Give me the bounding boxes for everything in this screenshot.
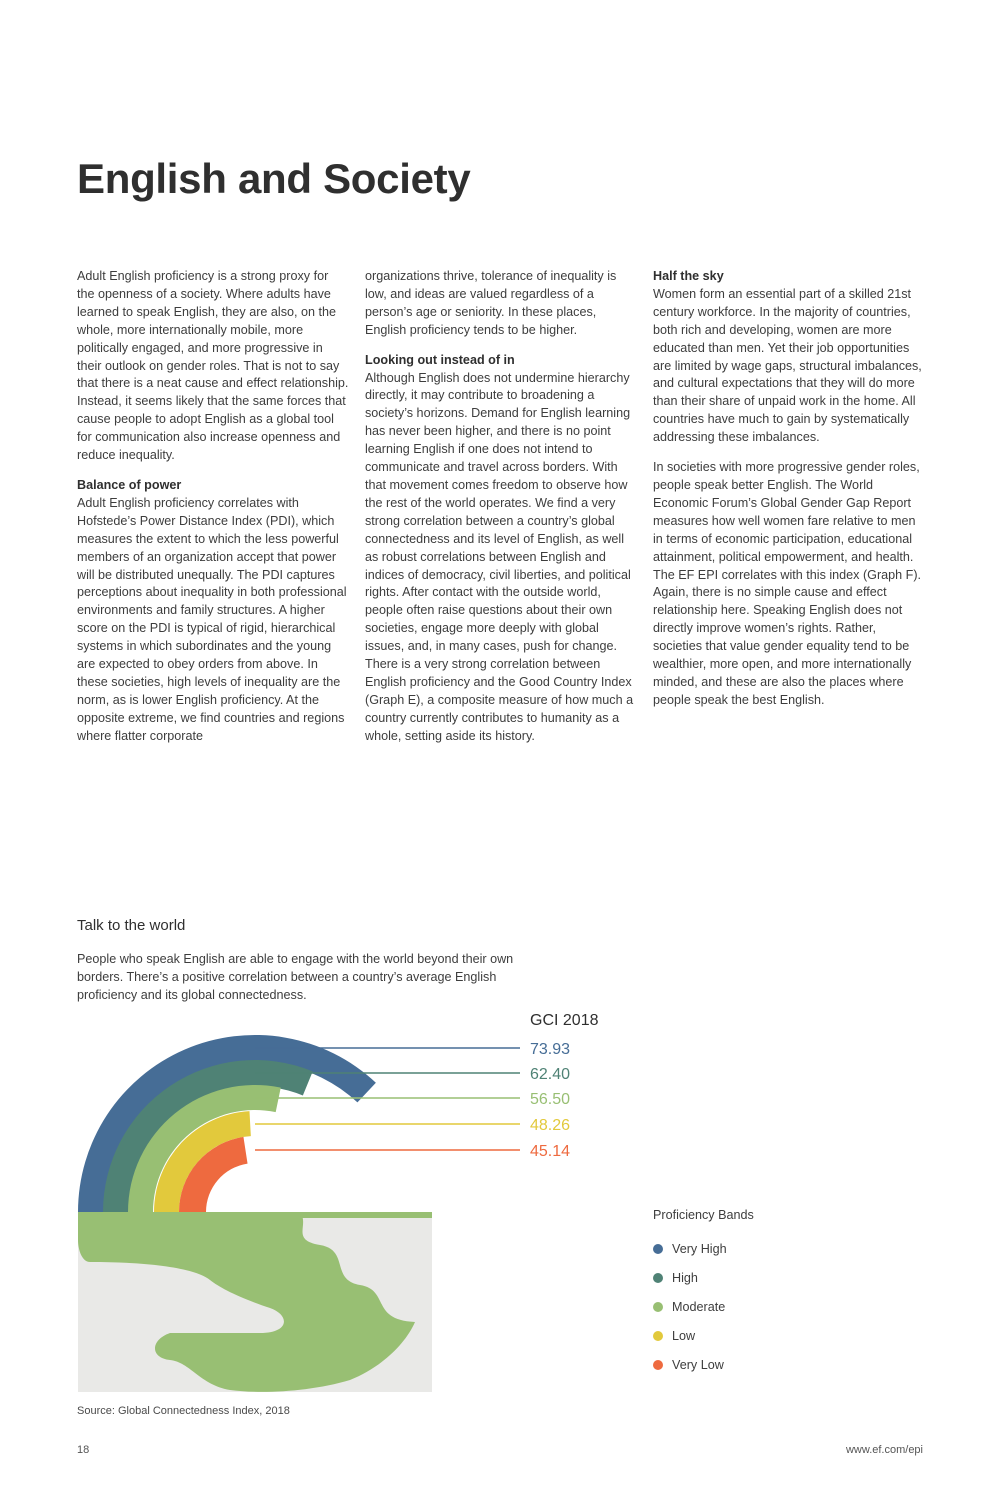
globe-illustration [78, 1212, 432, 1392]
value-label-low: 48.26 [530, 1117, 571, 1134]
legend-swatch [653, 1244, 663, 1254]
legend-swatch [653, 1302, 663, 1312]
page-number: 18 [77, 1444, 90, 1456]
paragraph: Adult English proficiency correlates with Hofstede’s Power Distance Index (PDI), which measures the extent to which the less powerful members of an organization accept that power will be distributed unequally. The PDI captures perceptions about inequality in both professional environments and family structures. A higher score on the PDI is typical of rigid, hierarchical systems in which subordinates and the young are expected to obey orders from above. In these societies, high levels of inequality are the norm, as is lower English proficiency. At the opposite extreme, we find countries and regions where flatter corporate [77, 495, 347, 743]
legend-label: Very High [672, 1242, 727, 1257]
legend-label: Low [672, 1328, 696, 1343]
legend-label: High [672, 1271, 698, 1286]
legend-swatch [653, 1273, 663, 1283]
text-column-3 [653, 268, 925, 722]
footer-url: www.ef.com/epi [845, 1444, 923, 1456]
globe-land-strip [78, 1212, 432, 1218]
value-header-label: GCI 2018 [530, 1012, 599, 1029]
paragraph: Although English does not undermine hierarchy directly, it may contribute to broadening a society’s horizons. Demand for English learning has never been higher, and there is no point learning English if one does not intend to communicate and travel across borders. With that movement comes freedom to observe how the rest of the world operates. We find a very strong correlation between a country’s global connectedness and its level of English, as well as robust correlations between English and indices of democracy, civil liberties, and political rights. After contact with the outside world, people often raise questions about their own societies, engage more deeply with global issues, and, in many cases, push for change. There is a very strong correlation between English proficiency and the Good Country Index (Graph E), a composite measure of how much a country currently contributes to humanity as a whole, setting aside its history. [365, 370, 634, 743]
legend-label: Very Low [672, 1357, 724, 1372]
gci-radial-chart [0, 1000, 999, 1400]
section-heading: Balance of power [77, 477, 182, 492]
paragraph: Women form an essential part of a skilled 21st century workforce. In the majority of countries, both rich and developing, women are more educated than men. Yet their job opportunities are limited by wage gaps, structural imbalances, and cultural expectations that they will do more than their share of unpaid work in the home. All countries have much to gain by systematically addressing these imbalances. [653, 286, 922, 445]
chart-title: Talk to the world [77, 917, 186, 934]
source-note: Source: Global Connectedness Index, 2018 [77, 1405, 290, 1417]
value-label-very-high: 73.93 [530, 1041, 571, 1058]
legend-item [653, 1293, 754, 1322]
legend-item [653, 1321, 754, 1350]
legend-item [653, 1264, 754, 1293]
legend-label: Moderate [672, 1299, 726, 1314]
value-label-high: 62.40 [530, 1066, 571, 1083]
value-labels [530, 1041, 570, 1160]
legend-item [653, 1350, 754, 1379]
legend-swatch [653, 1331, 663, 1341]
legend-swatch [653, 1360, 663, 1370]
legend [653, 1208, 754, 1379]
text-column-1 [77, 268, 349, 758]
legend-item [653, 1235, 754, 1264]
paragraph: In societies with more progressive gender roles, people speak better English. The World Economic Forum’s Global Gender Gap Report measures how well women fare relative to men in terms of economic participation, educational attainment, political empowerment, and health. The EF EPI correlates with this index (Graph F). Again, there is no simple cause and effect relationship here. Speaking English does not directly improve women’s rights. Rather, societies that value gender equality tend to be wealthier, more open, and more internationally minded, and these are also the places where people speak the best English. [653, 460, 922, 707]
value-label-moderate: 56.50 [530, 1091, 571, 1108]
text-column-2 [365, 268, 637, 758]
paragraph: organizations thrive, tolerance of inequality is low, and ideas are valued regardless of a person’s age or seniority. In these places, English proficiency tends to be higher. [365, 269, 617, 337]
chart-description: People who speak English are able to engage with the world beyond their own borders. There’s a positive correlation between a country’s average English proficiency and its global connectedness. [77, 952, 514, 1002]
page-title: English and Society [77, 155, 471, 202]
paragraph: Adult English proficiency is a strong proxy for the openness of a society. Where adults have learned to speak English, they are also, on the whole, more internationally mobile, more politically engaged, and more progressive in their outlook on gender roles. That is not to say that there is a neat cause and effect relationship. Instead, it seems likely that the same forces that cause people to adopt English as a global tool for communication also increase openness and reduce inequality. [77, 269, 349, 463]
section-heading: Looking out instead of in [365, 352, 515, 367]
value-label-very-low: 45.14 [530, 1143, 571, 1160]
legend-title: Proficiency Bands [653, 1208, 754, 1222]
section-heading: Half the sky [653, 269, 724, 283]
